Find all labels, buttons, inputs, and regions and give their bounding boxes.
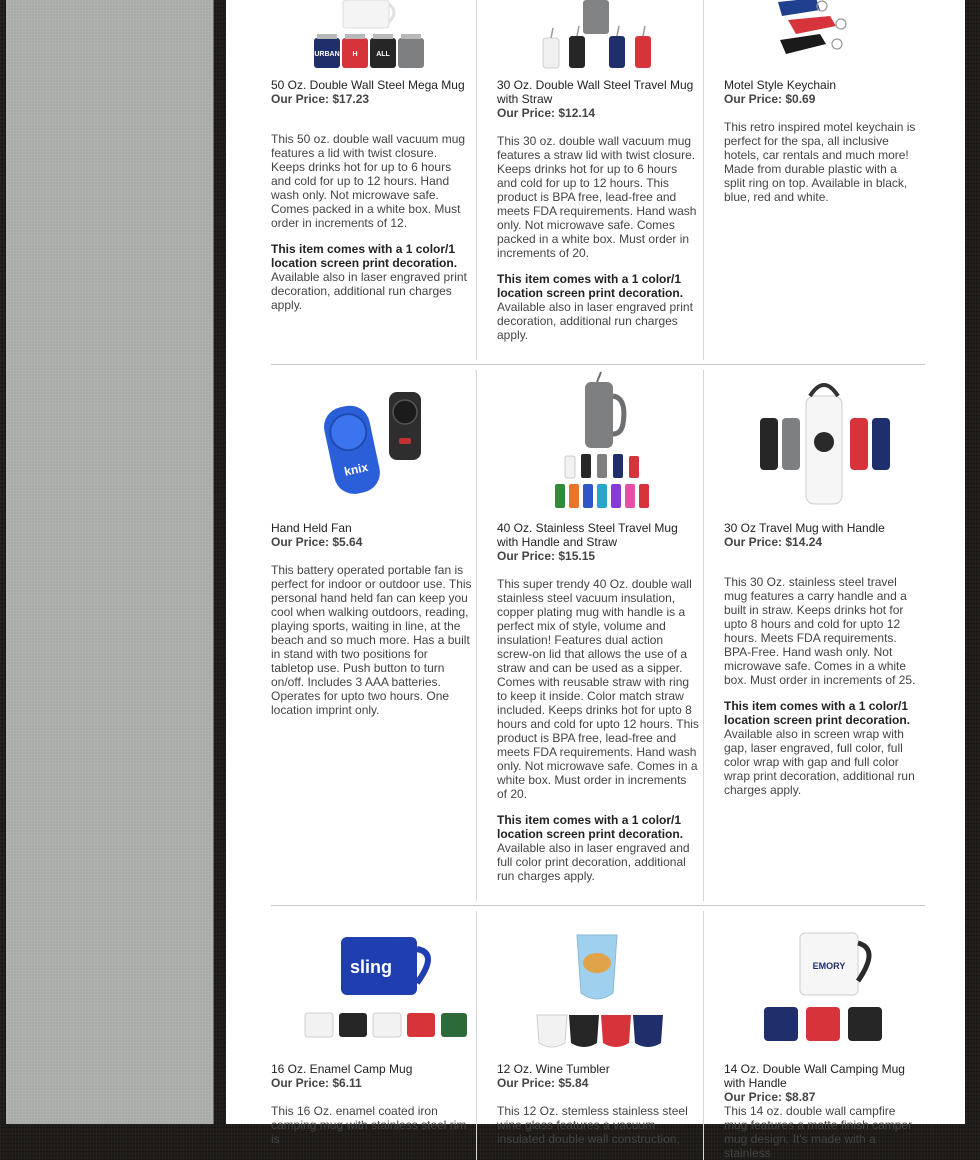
product-image[interactable] xyxy=(497,370,699,515)
product-description: This 16 Oz. enamel coated iron camping mug with stainless steel rim is xyxy=(271,1104,467,1146)
product-cell xyxy=(477,911,704,1160)
product-image[interactable] xyxy=(497,911,699,1056)
decoration-note-rest: Available also in laser engraved and full color print decoration, additional run charges apply. xyxy=(497,841,690,883)
decoration-note-rest: Available also in screen wrap with gap, laser engraved, full color, full color wrap with gap and full color wrap print decoration, additional run charges apply. xyxy=(724,727,915,797)
product-decoration-note xyxy=(497,813,699,883)
product-name[interactable]: 14 Oz. Double Wall Camping Mug with Handle xyxy=(724,1062,905,1090)
product-image[interactable] xyxy=(271,911,472,1056)
product-price: Our Price: $5.64 xyxy=(271,535,363,549)
product-image[interactable] xyxy=(724,0,921,72)
decoration-note-bold: This item comes with a 1 color/1 location screen print decoration. xyxy=(497,272,684,300)
product-name[interactable]: Motel Style Keychain xyxy=(724,78,837,92)
product-description: This super trendy 40 Oz. double wall stainless steel vacuum insulation, copper plating mug with handle is a perfect mix of style, volume and insulation! Features dual action screw-on lid that allows the use of a straw and can be used as a sipper. Comes with reusable straw with ring to keep it inside. Color match straw included. Keeps drinks hot for upto 8 hours and cold for upto 12 hours. This product is BPA free, lead-free and meets FDA requirements. Hand wash only. Not microwave safe. Comes in a white box. Must order in increments of 20. xyxy=(497,577,699,801)
decoration-note-rest: Available also in laser engraved print decoration, additional run charges apply. xyxy=(271,270,467,312)
travel-mug-straw-icon xyxy=(497,0,697,72)
travel-mug-handle-icon xyxy=(724,370,924,515)
product-grid xyxy=(271,0,925,1160)
product-price: Our Price: $8.87 xyxy=(724,1090,816,1104)
mega-mug-icon xyxy=(271,0,471,72)
enamel-mug-icon xyxy=(271,911,471,1056)
product-listing xyxy=(226,0,965,1160)
product-description: This 30 Oz. stainless steel travel mug features a carry handle and a built in straw. Keeps drinks hot for upto 8 hours and cold for upto 12 hours. Meets FDA requirements. BPA-Free. Hand wash only. Not microwave safe. Comes in a white box. Must order in increments of 25. xyxy=(724,575,916,687)
product-row xyxy=(271,370,925,901)
product-cell xyxy=(477,370,704,901)
product-price: Our Price: $15.15 xyxy=(497,549,596,563)
decoration-note-bold: This item comes with a 1 color/1 location screen print decoration. xyxy=(497,813,684,841)
product-name[interactable]: 40 Oz. Stainless Steel Travel Mug with Handle and Straw xyxy=(497,521,678,549)
product-price: Our Price: $6.11 xyxy=(271,1076,362,1090)
product-cell xyxy=(271,911,477,1160)
product-decoration-note xyxy=(724,699,921,797)
product-cell xyxy=(704,911,925,1160)
product-cell xyxy=(704,0,925,360)
fan-logo-text: knix xyxy=(342,460,370,479)
product-row xyxy=(271,0,925,360)
product-name[interactable]: Hand Held Fan xyxy=(271,521,352,535)
product-description: This battery operated portable fan is perfect for indoor or outdoor use. This personal hand held fan can keep you cool when walking outdoors, reading, playing sports, waiting in line, at the beach and so much more. Has a built in stand with two positions for tabletop use. Push button to turn on/off. Includes 3 AAA batteries. Operates for upto two hours. One location imprint only. xyxy=(271,563,472,717)
product-image[interactable] xyxy=(497,0,699,72)
product-description: This 12 Oz. stemless stainless steel wine glass features a vacuum insulated double wall construction, xyxy=(497,1104,688,1146)
product-description: This retro inspired motel keychain is perfect for the spa, all inclusive hotels, car rentals and much more! Made from durable plastic with a split ring on top. Available in black, blue, red and white. xyxy=(724,120,916,204)
product-image[interactable] xyxy=(271,0,472,72)
decoration-note-bold: This item comes with a 1 color/1 location screen print decoration. xyxy=(724,699,911,727)
row-divider xyxy=(271,905,925,906)
decoration-note-bold: This item comes with a 1 color/1 location screen print decoration. xyxy=(271,242,458,270)
hand-fan-icon xyxy=(271,370,471,515)
product-name[interactable]: 30 Oz Travel Mug with Handle xyxy=(724,521,885,535)
row-divider xyxy=(271,364,925,365)
enamel-logo-text: sling xyxy=(349,957,393,977)
product-name[interactable]: 50 Oz. Double Wall Steel Mega Mug xyxy=(271,78,465,92)
tumbler-handle-straw-icon xyxy=(497,370,697,515)
logo-text-1: URBAN xyxy=(314,51,340,58)
product-price: Our Price: $0.69 xyxy=(724,92,816,106)
camping-mug-icon xyxy=(724,911,924,1056)
product-price: Our Price: $17.23 xyxy=(271,92,370,106)
product-image[interactable] xyxy=(724,911,921,1056)
product-name[interactable]: 16 Oz. Enamel Camp Mug xyxy=(271,1062,413,1076)
product-cell xyxy=(704,370,925,901)
product-description: This 14 oz. double wall campfire mug features a matte finish camper mug design. It's made with a stainless xyxy=(724,1104,913,1160)
decoration-note-rest: Available also in laser engraved print decoration, additional run charges apply. xyxy=(497,300,693,342)
product-cell xyxy=(477,0,704,360)
product-description: This 30 oz. double wall vacuum mug features a straw lid with twist closure. Keeps drinks hot for up to 6 hours and cold for up to 12 hours. This product is BPA free, lead-free and meets FDA requirements. Hand wash only. Not microwave safe. Comes packed in a white box. Must order in increments of 20. xyxy=(497,134,697,260)
product-price: Our Price: $5.84 xyxy=(497,1076,589,1090)
product-name[interactable]: 30 Oz. Double Wall Steel Travel Mug with Straw xyxy=(497,78,694,106)
wine-tumbler-icon xyxy=(497,911,697,1056)
logo-text-3: ALL xyxy=(376,51,390,58)
logo-text-2: H xyxy=(352,51,358,58)
product-price: Our Price: $12.14 xyxy=(497,106,596,120)
product-image[interactable] xyxy=(724,370,921,515)
product-name[interactable]: 12 Oz. Wine Tumbler xyxy=(497,1062,610,1076)
product-row xyxy=(271,911,925,1160)
product-cell xyxy=(271,0,477,360)
left-sidebar xyxy=(6,0,214,1124)
product-decoration-note xyxy=(271,242,472,312)
camping-logo-text: EMORY xyxy=(812,961,846,971)
product-cell xyxy=(271,370,477,901)
product-image[interactable] xyxy=(271,370,472,515)
product-price: Our Price: $14.24 xyxy=(724,535,823,549)
product-decoration-note xyxy=(497,272,699,342)
product-description: This 50 oz. double wall vacuum mug features a lid with twist closure. Keeps drinks hot for up to 6 hours and cold for up to 12 hours. Hand wash only. Not microwave safe. Comes packed in a white box. Must order in increments of 12. xyxy=(271,132,466,230)
keychain-icon xyxy=(724,0,924,72)
